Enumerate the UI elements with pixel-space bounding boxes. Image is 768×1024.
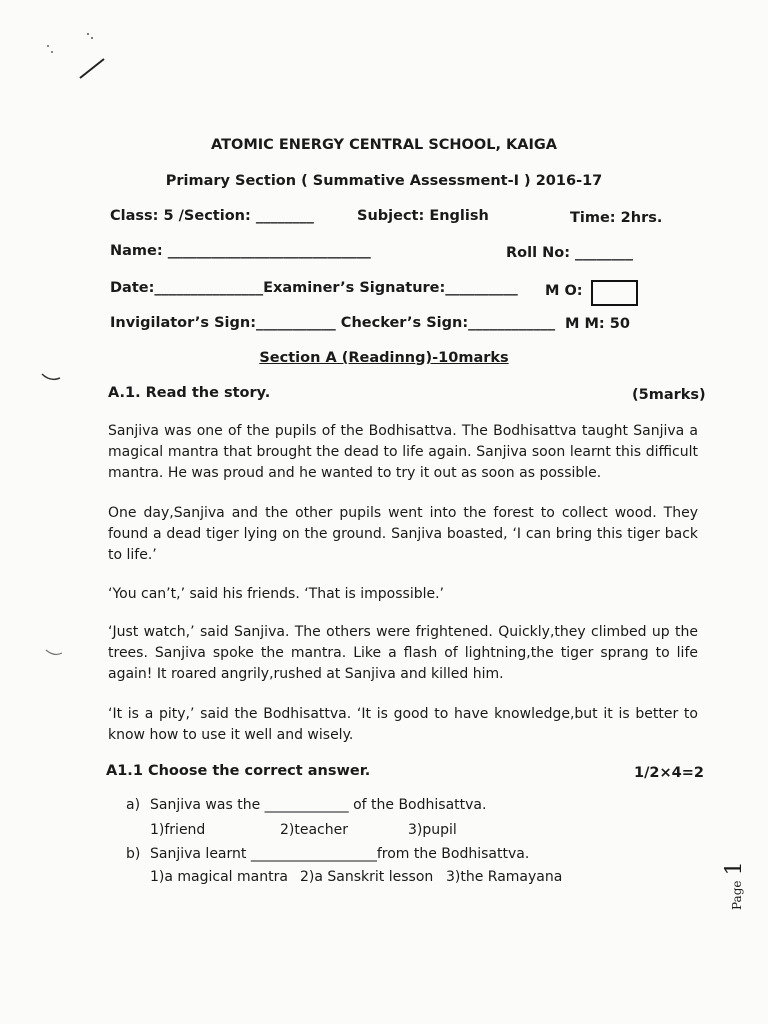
roll-no-field: Roll No: ________ (506, 245, 634, 261)
question-text: Sanjiva was the ____________ of the Bodhisattva. (150, 797, 487, 813)
story-paragraph: Sanjiva was one of the pupils of the Bodhisattva. The Bodhisattva taught Sanjiva a magical mantra that brought the dead to life again. Sanjiva soon learnt this difficult mantra. He was proud and he wanted to try it out as soon as possible. (108, 423, 698, 481)
time-field: Time: 2hrs. (570, 210, 663, 226)
answer-option: 1)friend (150, 822, 206, 838)
exam-title: Primary Section ( Summative Assessment-I ) 2016-17 (165, 173, 603, 189)
mo-box (591, 280, 638, 306)
story-paragraph: ‘It is a pity,’ said the Bodhisattva. ‘It is good to have knowledge,but it is better to know how to use it well and wisely. (108, 706, 698, 743)
class-section-field: Class: 5 /Section: ________ (110, 208, 314, 224)
question-label: a) (126, 797, 141, 813)
answer-option: 3)pupil (408, 822, 457, 838)
scan-curve-mark (44, 648, 68, 660)
section-a-title: Section A (Readinng)-10marks (259, 350, 509, 366)
question-a1-1-marks: 1/2×4=2 (634, 765, 704, 781)
story-paragraph: One day,Sanjiva and the other pupils went into the forest to collect wood. They found a dead tiger lying on the ground. Sanjiva boasted, ‘I can bring this tiger back to life.’ (108, 505, 698, 563)
question-text: Sanjiva learnt __________________from the Bodhisattva. (150, 846, 530, 862)
name-field: Name: ____________________________ (110, 243, 371, 259)
answer-option: 2)teacher (280, 822, 348, 838)
scan-curve-mark (40, 372, 64, 384)
story-paragraph: ‘You can’t,’ said his friends. ‘That is impossible.’ (108, 586, 444, 602)
mo-label: M O: (545, 283, 583, 299)
answer-option: 3)the Ramayana (446, 869, 563, 885)
page-number-stamp (722, 850, 762, 910)
question-a1-1-heading: A1.1 Choose the correct answer. (106, 763, 371, 779)
page-label: Page (730, 880, 744, 910)
invigilator-checker-field: Invigilator’s Sign:___________ Checker’s Sign:____________ (110, 315, 556, 331)
scan-speck-mark (40, 28, 100, 58)
story-paragraph: ‘Just watch,’ said Sanjiva. The others were frightened. Quickly,they climbed up the trees. Sanjiva spoke the mantra. Like a flash of lightning,the tiger sprang to life again! It roared angrily,rushed at Sanjiva and killed him. (108, 624, 698, 682)
date-examiner-field: Date:_______________Examiner’s Signature:__________ (110, 280, 518, 296)
answer-option: 2)a Sanskrit lesson (300, 869, 434, 885)
school-name: ATOMIC ENERGY CENTRAL SCHOOL, KAIGA (211, 137, 557, 153)
question-a1-marks: (5marks) (632, 387, 706, 403)
scan-stroke-mark (78, 56, 108, 80)
subject-field: Subject: English (357, 208, 489, 224)
page-number: 1 (722, 861, 747, 876)
question-label: b) (126, 846, 141, 862)
question-a1-heading: A.1. Read the story. (108, 385, 271, 401)
max-marks: M M: 50 (565, 316, 630, 332)
answer-option: 1)a magical mantra (150, 869, 288, 885)
